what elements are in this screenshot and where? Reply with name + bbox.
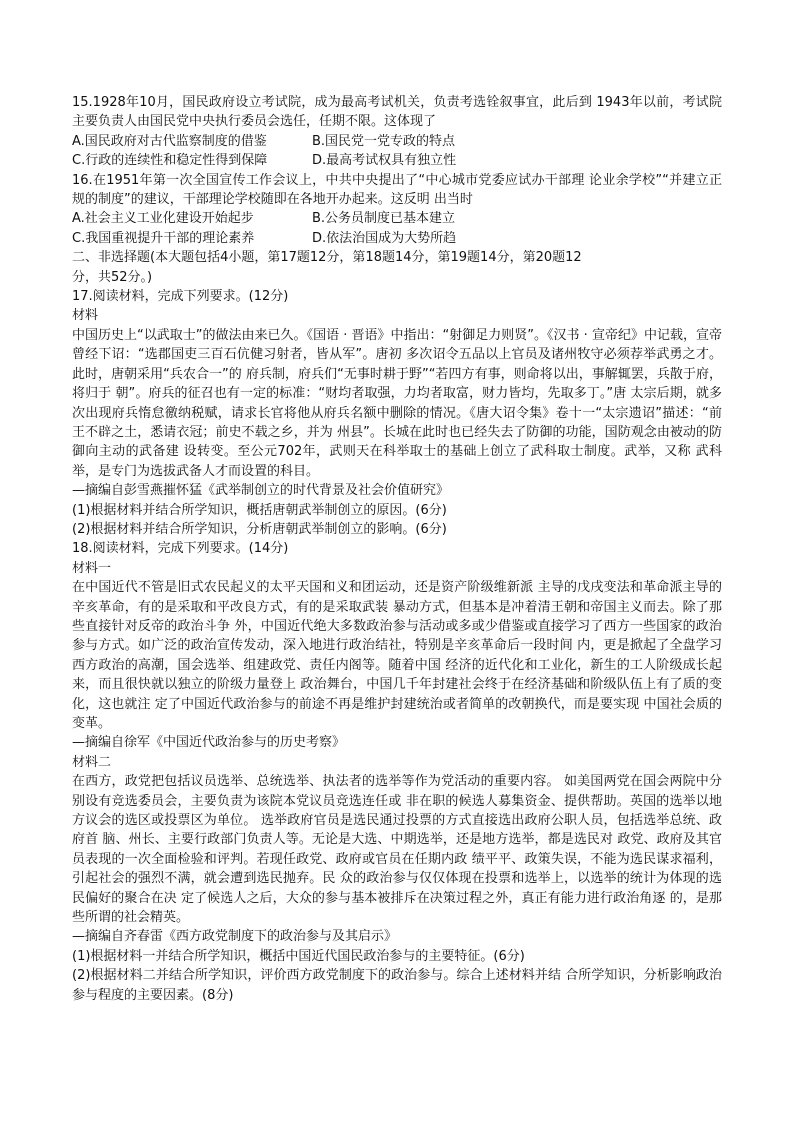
q17-source: —摘编自彭雪燕摧怀猛《武举制创立的时代背景及社会价值研究》 <box>72 483 450 499</box>
q15-options-row1 <box>72 132 722 151</box>
exam-page <box>72 93 722 1005</box>
q18-sub2: (2)根据材料二并结合所学知识，评价西方政党制度下的政治参与。综合上述材料并结 合所学知识，分析影响政治参与程度的主要因素。(8分) <box>72 968 722 1003</box>
q15-option-b: B.国民党一党专政的特点 <box>312 133 456 149</box>
q17-sub1: (1)根据材料并结合所学知识，概括唐朝武举制创立的原因。(6分) <box>72 502 447 518</box>
q17-material-label: 材料 <box>72 308 99 324</box>
q16-option-a: A.社会主义工业化建设开始起步 <box>72 211 254 227</box>
q18-material2-text: 在西方，政党把包括议员选举、总统选举、执法者的选举等作为党活动的重要内容。 如美国两党在国会两院中分别设有竞选委员会，主要负责为该院本党议员竞选连任或 非在职的候选人募集资金、提供帮助。英国的选举以地方议会的选区或投票区为单位。 选举政府官员是选民通过投票的方式直接选出政府公职人员，包括选举总统、政府首 脑、州长、主要行政部门负责人等。无论是大选、中期选举，还是地方选举，都是选民对 政党、政府及其官员表现的一次全面检验和评判。若现任政党、政府或官员在任期内政 绩平平、政策失误，不能为选民谋求福利，引起社会的强烈不满，就会遭到选民抛弃。民 众的政治参与仅仅体现在投票和选举上，以选举的统计为体现的选民偏好的聚合在决 定了候选人之后，大众的参与基本被排斥在决策过程之外，真正有能力进行政治角逐 的，是那些所谓的社会精英。 <box>72 774 722 926</box>
q16-stem: 16.在1951年第一次全国宣传工作会议上，中共中央提出了“中心城市党委应试办干部理 论业余学校”“并建立正规的制度”的建议，干部理论学校随即在各地开办起来。这反明 出当时 <box>72 172 722 208</box>
q16-options-row1 <box>72 209 722 228</box>
q18-title: 18.阅读材料，完成下列要求。(14分) <box>72 541 289 557</box>
q16-option-b: B.公务员制度已基本建立 <box>312 211 456 227</box>
q15-option-d: D.最高考试权具有独立性 <box>312 153 457 169</box>
q15-stem: 15.1928年10月，国民政府设立考试院，成为最高考试机关，负责考选铨叙事宜，此后到 1943年以前，考试院主要负责人由国民党中央执行委员会选任，任期不限。这体现了 <box>72 95 722 130</box>
q17-material-text: 中国历史上“以武取士”的做法由来已久。《国语 · 晋语》中指出：“射御足力则贤”。《汉书 · 宣帝纪》中记载，宣帝曾经下诏：“选郡国吏三百石伉健习射者，皆从军”。唐初 多次诏令五品以上官员及诸州牧守必须荐举武勇之才。此时，唐朝采用“兵农合一”的 府兵制，府兵们“无事时耕于野”“若四方有事，则命将以出，事解辄罢，兵散于府，将归于 朝”。府兵的征召也有一定的标准：“财均者取强，力均者取富，财力皆均，先取多丁。”唐 太宗后期，就多次出现府兵惰怠徼纳税赋，请求长官将他从府兵名额中删除的情况。《唐大诏令集》卷十一“太宗遗诏”描述：“前王不辟之土，悉请衣冠；前史不载之乡，并为 州县”。长城在此时也已经失去了防御的功能，国防观念由被动的防御向主动的武备建 设转变。至公元702年，武则天在科举取士的基础上创立了武科取士制度。武举，又称 武科举，是专门为选拔武备人才而设置的科目。 <box>72 327 722 479</box>
q18-sub1: (1)根据材料一并结合所学知识，概括中国近代国民政治参与的主要特征。(6分) <box>72 948 525 964</box>
q15-options-row2 <box>72 151 722 170</box>
q16-option-c: C.我国重视提升干部的理论素养 <box>72 230 255 246</box>
q18-material2-label: 材料二 <box>72 754 112 770</box>
q17-sub2: (2)根据材料并结合所学知识，分析唐朝武举制创立的影响。(6分) <box>72 521 447 537</box>
q18-material1-source: —摘编自徐军《中国近代政治参与的历史考察》 <box>72 735 346 751</box>
section2-heading-cont: 分，共52分。) <box>72 269 153 285</box>
q18-material1-label: 材料一 <box>72 560 112 576</box>
q16-options-row2 <box>72 229 722 248</box>
q17-title: 17.阅读材料，完成下列要求。(12分) <box>72 289 289 305</box>
q16-option-d: D.依法治国成为大势所趋 <box>312 230 457 246</box>
q15-option-a: A.国民政府对古代监察制度的借鉴 <box>72 133 267 149</box>
q15-option-c: C.行政的连续性和稳定性得到保障 <box>72 153 268 169</box>
section2-heading: 二、非选择题(本大题包括4小题，第17题12分，第18题14分，第19题14分，第20题12 <box>72 250 582 266</box>
q18-material2-source: —摘编自齐春雷《西方政党制度下的政治参与及其启示》 <box>72 929 398 945</box>
q18-material1-text: 在中国近代不管是旧式农民起义的太平天国和义和团运动，还是资产阶级维新派 主导的戊戌变法和革命派主导的辛亥革命，有的是采取和平改良方式，有的是采取武装 暴动方式，但基本是冲着清王朝和帝国主义而去。除了那些直接针对反帝的政治斗争 外，中国近代绝大多数政治参与活动或多或少借鉴或直接学习了西方一些国家的政治 参与方式。如广泛的政治宣传发动，深入地进行政治结社，特别是辛亥革命后一段时间 内，更是掀起了全盘学习西方政治的高潮，国会选举、组建政党、责任内阁等。随着中国 经济的近代化和工业化，新生的工人阶级成长起来，而且很快就以独立的阶级力量登上 政治舞台，中国几千年封建社会终于在经济基础和阶级队伍上有了质的变化，这也就注 定了中国近代政治参与的前途不再是维护封建统治或者简单的改朝换代，而是要实现 中国社会质的变革。 <box>72 580 722 731</box>
